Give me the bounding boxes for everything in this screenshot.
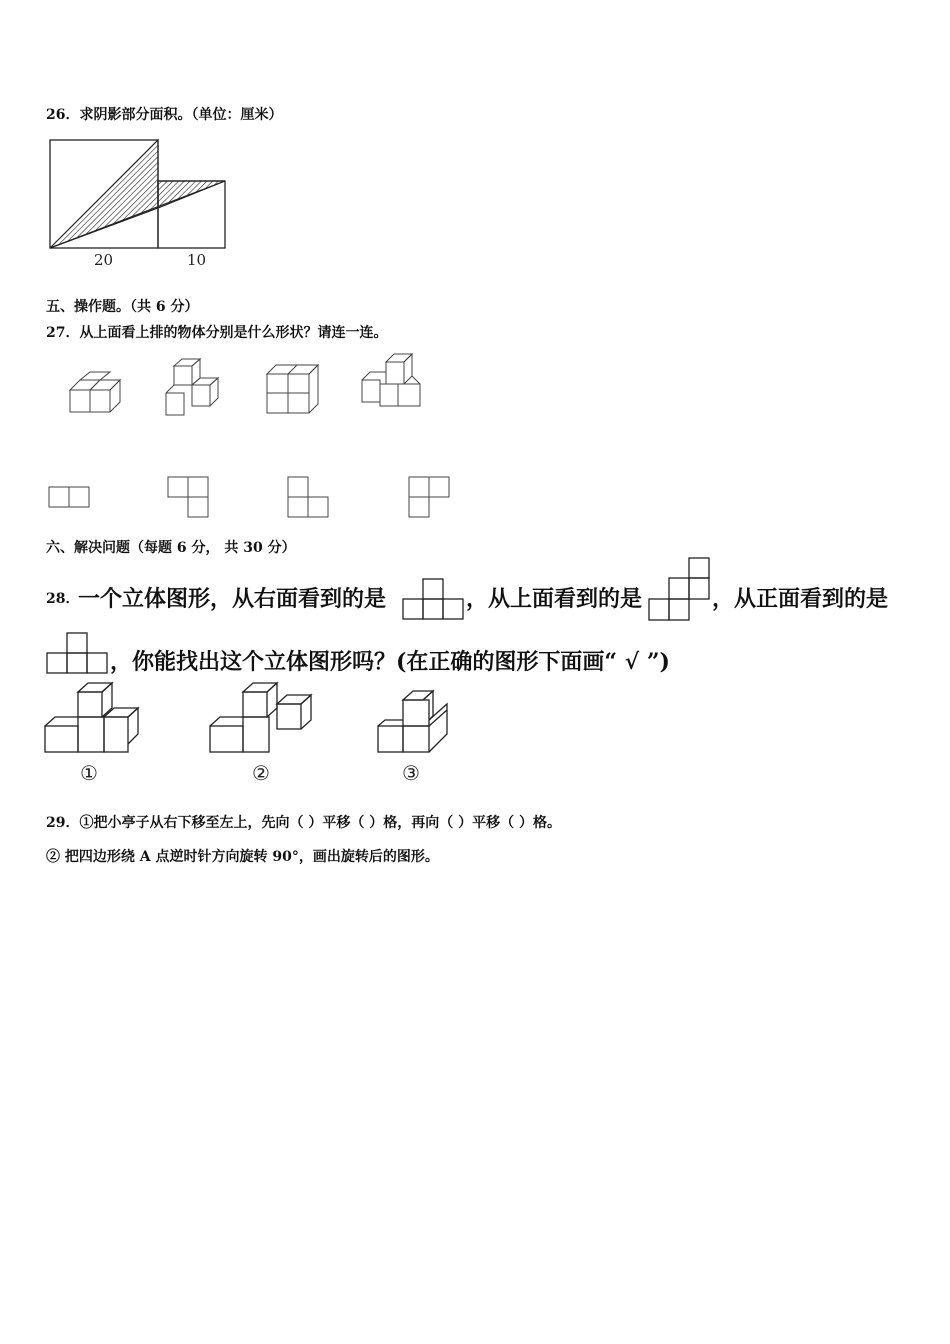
q27-view-1: [48, 486, 90, 508]
q27-text: 27．从上面看上排的物体分别是什么形状？请连一连。: [46, 325, 388, 341]
q27-view-3: [287, 476, 329, 518]
q28-option-1-solid: [44, 682, 140, 754]
q28-text-1: 一个立体图形，从右面看到的是: [78, 586, 387, 612]
q28-text-3: ，从正面看到的是: [712, 586, 889, 612]
dimension-label-10: 10: [187, 251, 207, 269]
q27-solid-3: [264, 362, 322, 418]
q27-solid-4: [360, 352, 422, 416]
q28-option-2-solid: [209, 682, 313, 754]
q28-option-labels: [0, 760, 950, 788]
section5-heading: 五、操作题。（共 6 分）: [46, 299, 199, 315]
front-view-shape: [46, 632, 108, 674]
q29-line-2: ② 把四边形绕 A 点逆时针方向旋转 90°，画出旋转后的图形。: [46, 849, 439, 865]
q27-view-4: [408, 476, 450, 518]
section6-heading: 六、解决问题（每题 6 分， 共 30 分）: [46, 540, 296, 556]
q27-solid-2: [162, 358, 224, 420]
shaded-area-figure: [46, 138, 231, 273]
q28-number: 28．: [46, 591, 80, 607]
q28-text-4: ，你能找出这个立体图形吗？(在正确的图形下面画“ √ ”): [110, 649, 670, 675]
option-label-2: ②: [252, 761, 270, 785]
option-label-1: ①: [80, 761, 98, 785]
q28-option-3-solid: [377, 690, 449, 754]
shaded-triangle-left: [50, 140, 158, 248]
q28-text-2: ，从上面看到的是: [466, 586, 643, 612]
q27-solid-1: [68, 372, 124, 416]
q29-line-1: 29．①把小亭子从右下移至左上，先向（ ）平移（ ）格，再向（ ）平移（ ）格。: [46, 815, 561, 831]
top-view-shape: [648, 557, 710, 621]
q26-text: 26．求阴影部分面积。（单位：厘米）: [46, 107, 283, 123]
right-view-shape: [402, 578, 464, 620]
option-label-3: ③: [402, 761, 420, 785]
dimension-label-20: 20: [94, 251, 114, 269]
q27-view-2: [167, 476, 209, 518]
